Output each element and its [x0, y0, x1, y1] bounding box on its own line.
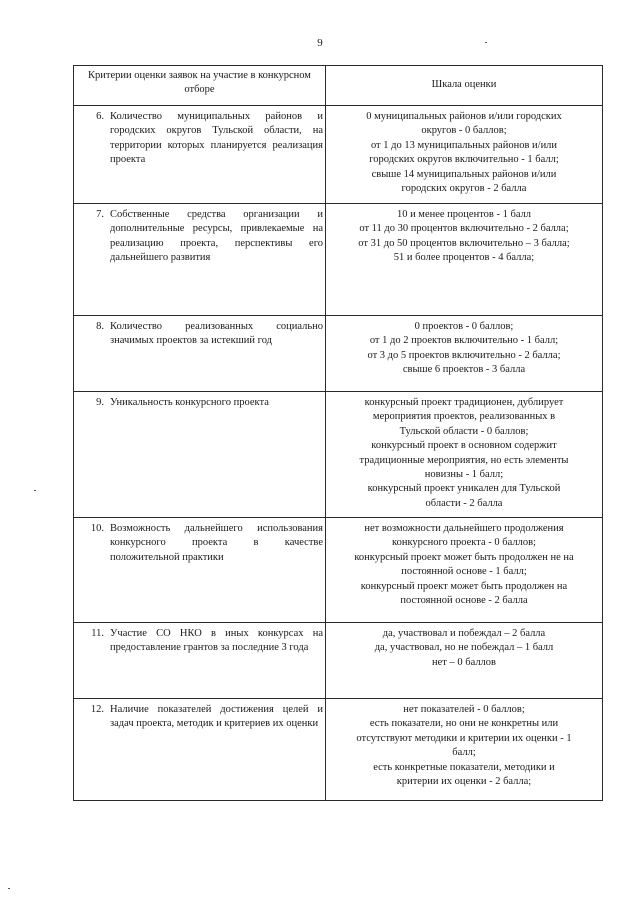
- scale-line: постоянной основе - 2 балла: [400, 595, 528, 607]
- scale-line: Тульской области - 0 баллов;: [399, 425, 529, 437]
- scale-line: от 31 до 50 процентов включительно – 3 балла;: [358, 237, 570, 249]
- row-number: 8.: [96, 321, 104, 332]
- scale-column-header: Шкала оценки: [326, 66, 603, 106]
- scale-line: городских округов включительно - 1 балл;: [369, 154, 559, 166]
- row-number: 7.: [96, 209, 104, 220]
- scale-line: отсутствуют методики и критерии их оценки - 1: [356, 732, 572, 744]
- page-number: 9: [317, 37, 323, 49]
- criterion-text: Количество муниципальных районов и городских округов Тульской области, на территории которых планируется реализация проекта: [110, 111, 323, 166]
- criterion-cell: [74, 204, 326, 316]
- scale-line: есть показатели, но они не конкретны или: [369, 718, 559, 730]
- row-number: 9.: [96, 397, 104, 408]
- scale-line: конкурсный проект уникален для Тульской: [367, 483, 561, 495]
- scan-speck: [485, 42, 487, 43]
- scale-line: конкурсный проект может быть продолжен на: [360, 580, 568, 592]
- criterion-text: Возможность дальнейшего использования конкурсного проекта в качестве положительной практики: [110, 523, 323, 563]
- scale-line: 51 и более процентов - 4 балла;: [393, 252, 535, 264]
- criterion-cell: [74, 699, 326, 801]
- scale-line: мероприятия проектов, реализованных в: [372, 411, 556, 423]
- scale-line: от 1 до 2 проектов включительно - 1 балл;: [369, 335, 559, 347]
- table-row: [74, 392, 603, 518]
- scale-line: балл;: [452, 747, 476, 759]
- scale-line: 0 проектов - 0 баллов;: [414, 321, 514, 332]
- scale-line: есть конкретные показатели, методики и: [373, 761, 555, 773]
- criterion-cell: [74, 316, 326, 392]
- criterion-text: Наличие показателей достижения целей и задач проекта, методик и критериев их оценки: [110, 704, 323, 730]
- scale-cell: [326, 623, 603, 699]
- criterion-text: Собственные средства организации и дополнительные ресурсы, привлекаемые на реализацию проекта, перспективы его дальнейшего развития: [110, 209, 323, 264]
- table-row: [74, 699, 603, 801]
- criteria-table: [73, 65, 603, 801]
- criteria-column-header: Критерии оценки заявок на участие в конкурсном отборе: [74, 66, 326, 106]
- scale-cell: [326, 204, 603, 316]
- table-row: [74, 316, 603, 392]
- scale-line: свыше 14 муниципальных районов и/или: [371, 168, 557, 180]
- row-number: 11.: [91, 628, 104, 639]
- criterion-cell: [74, 518, 326, 623]
- scale-line: нет – 0 баллов: [431, 656, 497, 668]
- scale-line: 0 муниципальных районов и/или городских: [366, 111, 562, 122]
- scale-line: конкурсный проект может быть продолжен не на: [354, 551, 574, 563]
- scale-line: конкурсного проекта - 0 баллов;: [392, 537, 536, 549]
- scale-line: конкурсный проект в основном содержит: [371, 440, 557, 452]
- table-row: [74, 518, 603, 623]
- table-header-row: [74, 66, 603, 106]
- scale-line: да, участвовал и побеждал – 2 балла: [382, 628, 546, 639]
- table-row: [74, 106, 603, 204]
- scale-line: округов - 0 баллов;: [421, 125, 507, 137]
- table-row: [74, 204, 603, 316]
- scale-cell: [326, 392, 603, 518]
- scale-line: свыше 6 проектов - 3 балла: [402, 364, 526, 376]
- scale-cell: [326, 699, 603, 801]
- criterion-cell: [74, 623, 326, 699]
- scale-cell: [326, 518, 603, 623]
- scale-line: критерии их оценки - 2 балла;: [396, 776, 532, 788]
- scale-line: от 3 до 5 проектов включительно - 2 балла;: [367, 349, 561, 361]
- criterion-cell: [74, 392, 326, 518]
- scale-line: нет возможности дальнейшего продолжения: [364, 523, 564, 534]
- row-number: 6.: [96, 111, 104, 122]
- scale-line: нет показателей - 0 баллов;: [403, 704, 525, 715]
- row-number: 12.: [90, 704, 104, 715]
- scale-line: от 11 до 30 процентов включительно - 2 балла;: [359, 223, 569, 235]
- scale-cell: [326, 316, 603, 392]
- row-number: 10.: [90, 523, 104, 534]
- scan-speck: [8, 888, 10, 889]
- scale-line: да, участвовал, но не побеждал – 1 балл: [374, 642, 554, 654]
- scale-line: традиционные мероприятия, но есть элементы: [359, 454, 569, 466]
- scale-line: новизны - 1 балл;: [424, 469, 504, 481]
- table-row: [74, 623, 603, 699]
- criterion-cell: [74, 106, 326, 204]
- scale-line: 10 и менее процентов - 1 балл: [396, 209, 532, 220]
- criterion-text: Уникальность конкурсного проекта: [110, 397, 269, 408]
- scale-cell: [326, 106, 603, 204]
- scale-line: области - 2 балла: [425, 497, 503, 509]
- criterion-text: Участие СО НКО в иных конкурсах на предоставление грантов за последние 3 года: [110, 628, 323, 654]
- scan-speck: [34, 490, 36, 491]
- scale-line: постоянной основе - 1 балл;: [401, 566, 527, 578]
- scale-line: конкурсный проект традиционен, дублирует: [364, 397, 564, 408]
- scale-line: городских округов - 2 балла: [401, 183, 527, 195]
- criterion-text: Количество реализованных социально значимых проектов за истекший год: [110, 321, 323, 347]
- scale-line: от 1 до 13 муниципальных районов и/или: [370, 139, 558, 151]
